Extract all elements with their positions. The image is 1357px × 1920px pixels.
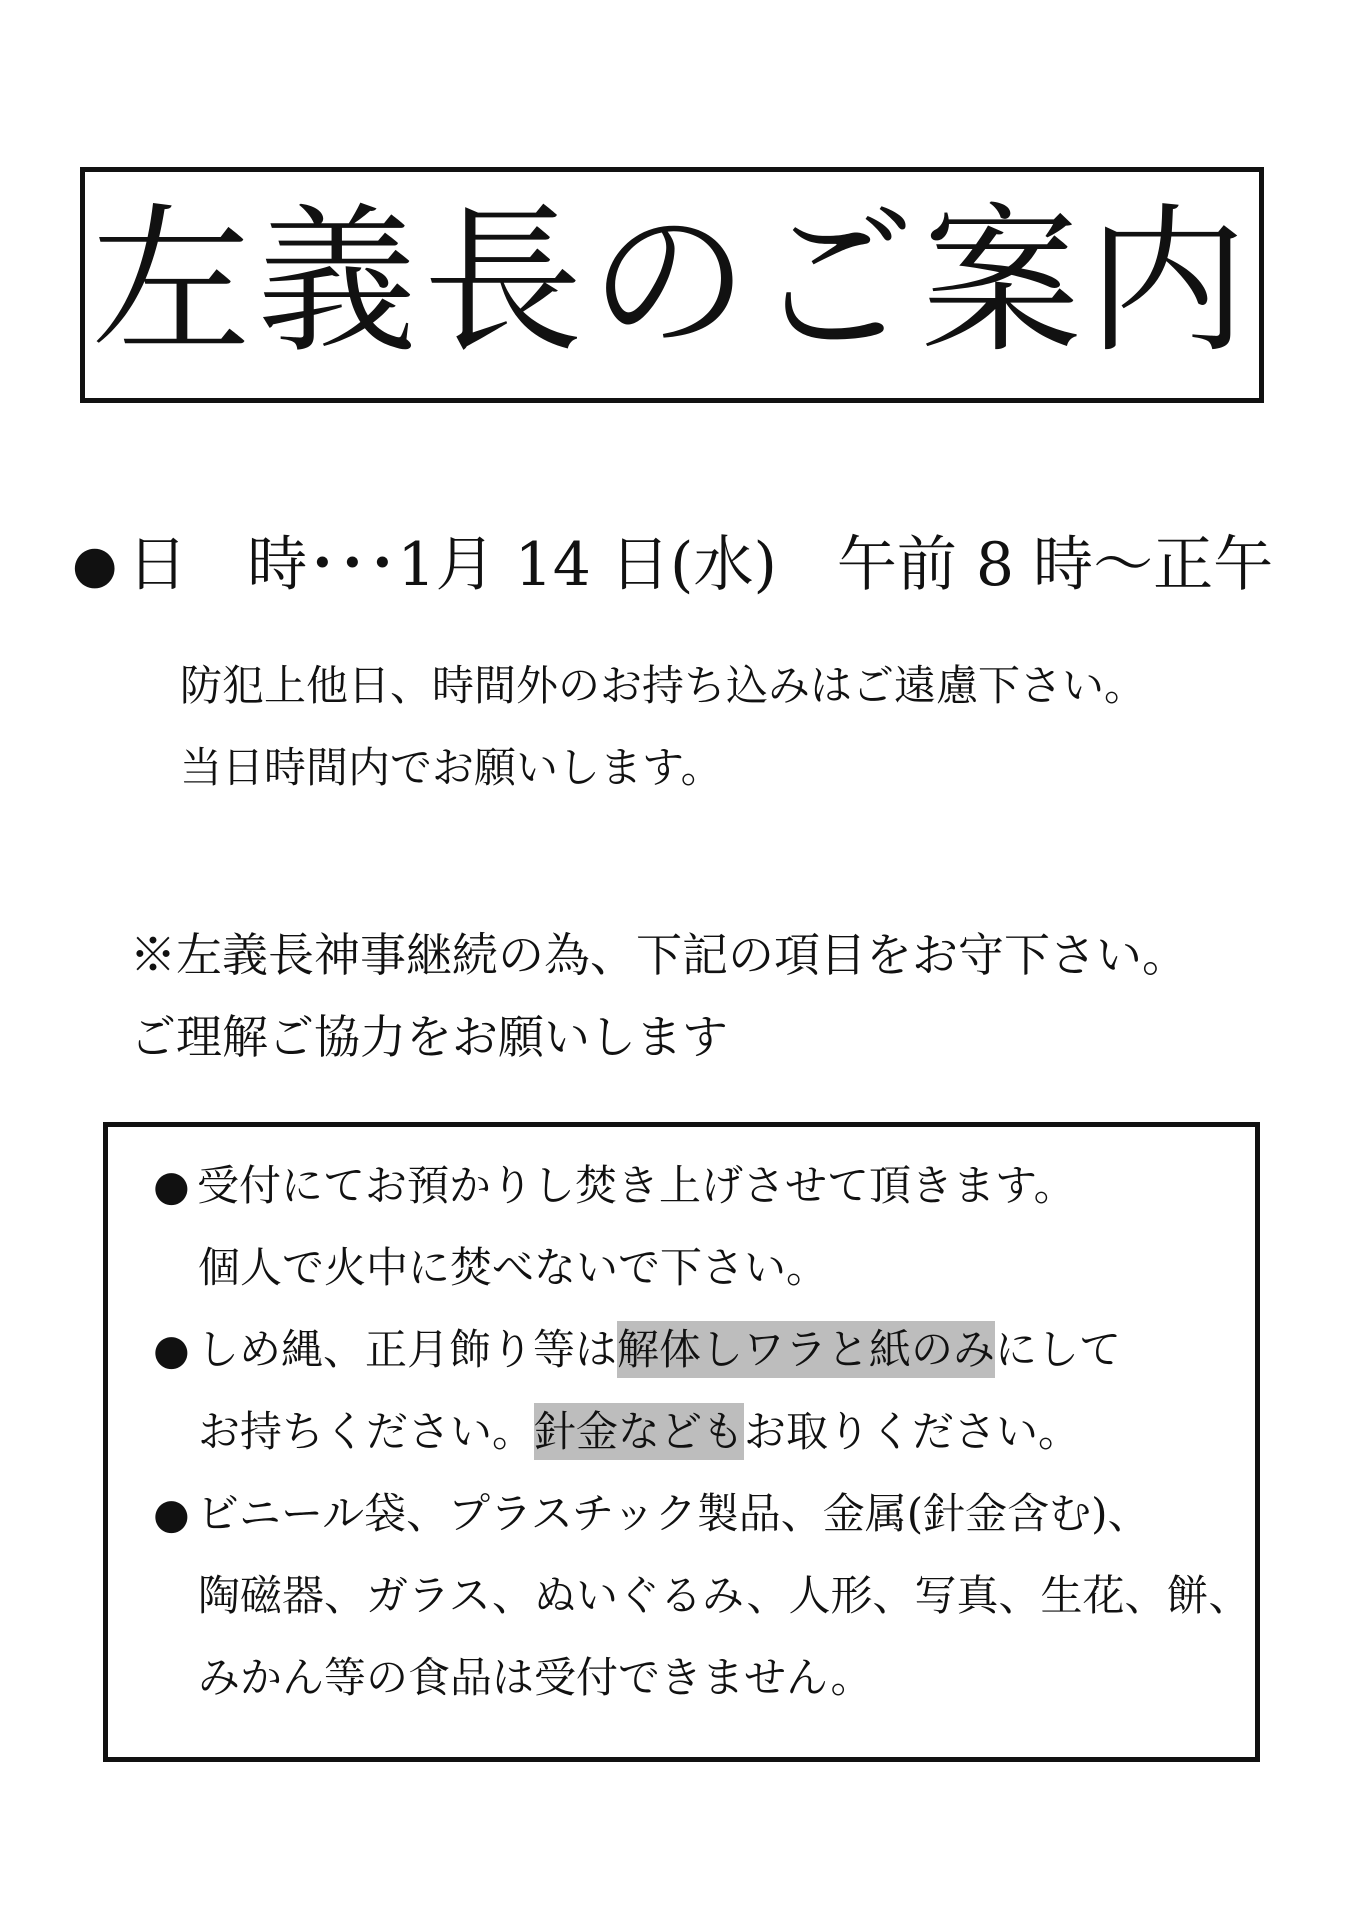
- rule-3-text: ビニール袋、プラスチック製品、金属(針金含む)、: [197, 1489, 1150, 1538]
- rule-2-text-b: にして: [995, 1325, 1122, 1374]
- rule-3-line-1: [153, 1489, 1150, 1538]
- bullet-icon: ●: [153, 1325, 190, 1374]
- request-line-2: ご理解ご協力をお願いします: [130, 1010, 728, 1064]
- bullet-icon: ●: [153, 1489, 190, 1538]
- date-value: 1月 14 日(水) 午前 8 時～正午: [397, 530, 1274, 600]
- rule-2-text-d: お取りください。: [744, 1407, 1081, 1456]
- bullet-icon: ●: [153, 1161, 190, 1210]
- rule-1-line-1: [153, 1161, 1076, 1210]
- rule-1-line-2: 個人で火中に焚べないで下さい。: [198, 1243, 829, 1292]
- rule-2-line-2: [198, 1407, 1081, 1456]
- rule-2-line-1: [153, 1325, 1122, 1374]
- date-label: 日 時･･･: [127, 530, 398, 600]
- rule-2-highlight: 解体しワラと紙のみ: [617, 1321, 995, 1378]
- title-box: [80, 167, 1264, 403]
- request-line-1: ※左義長神事継続の為、下記の項目をお守下さい。: [130, 928, 1188, 982]
- date-line: [72, 530, 1274, 600]
- rule-2-text-a: しめ縄、正月飾り等は: [197, 1325, 618, 1374]
- notice-line-1: 防犯上他日、時間外のお持ち込みはご遠慮下さい。: [180, 661, 1147, 710]
- rule-3-line-2: 陶磁器、ガラス、ぬいぐるみ、人形、写真、生花、餅、: [198, 1571, 1251, 1620]
- rule-1-text: 受付にてお預かりし焚き上げさせて頂きます。: [197, 1161, 1076, 1210]
- rules-box: [103, 1122, 1260, 1762]
- page-title: 左義長のご案内: [90, 188, 1253, 375]
- rule-2-highlight-2: 針金なども: [534, 1403, 744, 1460]
- notice-line-2: 当日時間内でお願いします。: [180, 743, 723, 792]
- bullet-icon: ●: [72, 535, 118, 595]
- rule-3-line-3: みかん等の食品は受付できません。: [198, 1653, 873, 1702]
- rule-2-text-c: お持ちください。: [198, 1407, 535, 1456]
